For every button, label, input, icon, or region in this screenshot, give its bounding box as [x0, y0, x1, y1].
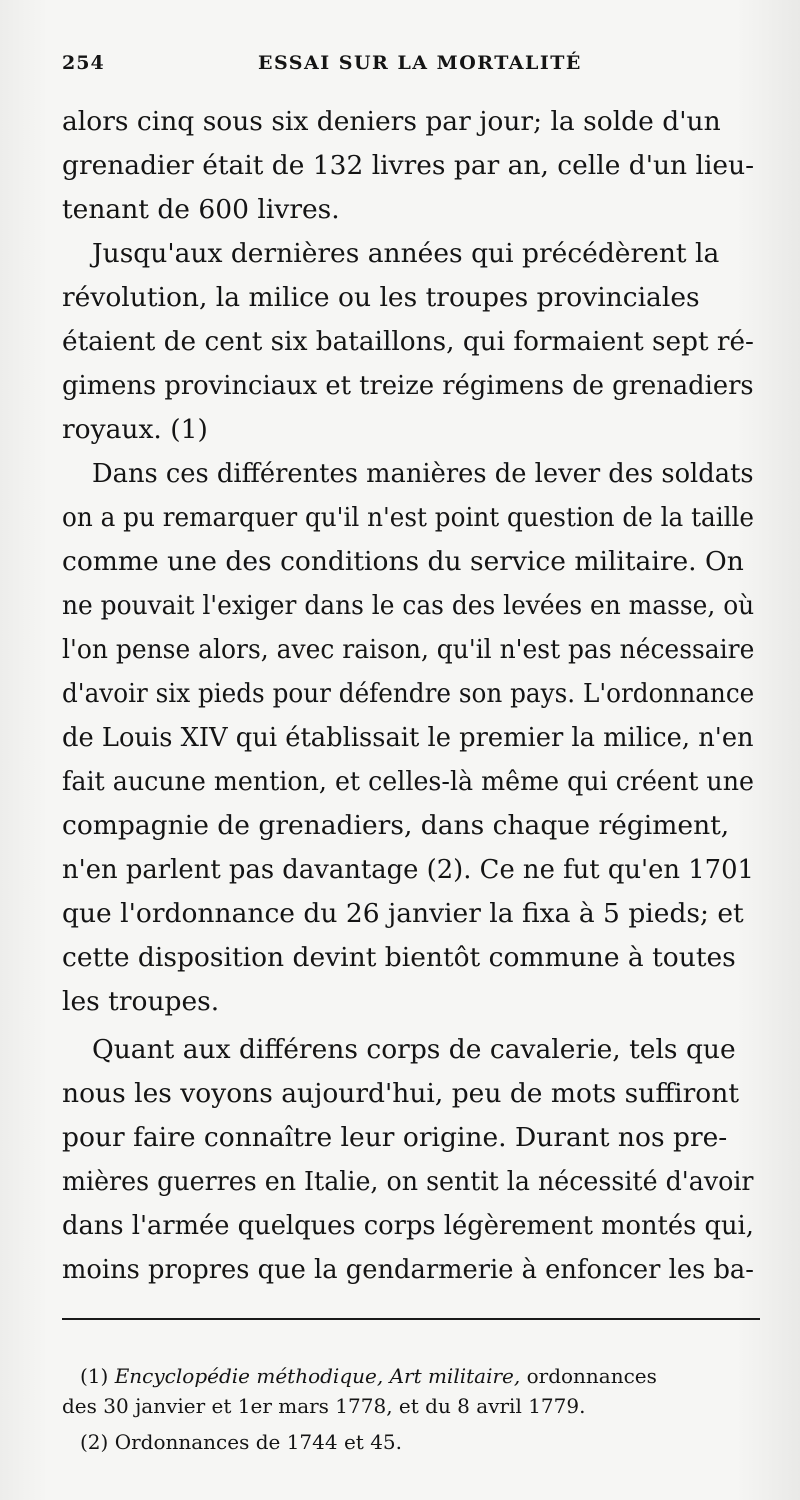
footnote-1-mark: (1)	[80, 1364, 109, 1388]
text-line: n'en parlent pas davantage (2). Ce ne fut qu'en 1701	[62, 854, 754, 885]
running-head: ESSAI SUR LA MORTALITÉ	[258, 52, 582, 74]
text-line: mières guerres en Italie, on sentit la nécessité d'avoir	[62, 1166, 754, 1197]
text-line: Dans ces différentes manières de lever des soldats	[92, 458, 754, 489]
text-line: les troupes.	[62, 986, 220, 1017]
text-line: grenadier était de 132 livres par an, celle d'un lieu-	[62, 150, 755, 181]
text-line: révolution, la milice ou les troupes provinciales	[62, 282, 700, 313]
text-line: fait aucune mention, et celles-là même qui créent une	[62, 766, 754, 797]
footnote-2: (2) Ordonnances de 1744 et 45.	[80, 1430, 403, 1454]
text-line: alors cinq sous six deniers par jour; la solde d'un	[62, 106, 721, 137]
footnote-1-title: Encyclopédie méthodique,	[114, 1364, 384, 1388]
text-line: tenant de 600 livres.	[62, 194, 340, 225]
footnote-rule	[62, 1318, 760, 1320]
text-line: Quant aux différens corps de cavalerie, tels que	[92, 1034, 736, 1065]
page-header	[62, 52, 758, 82]
text-line: d'avoir six pieds pour défendre son pays. L'ordonnance	[62, 678, 755, 709]
text-line: Jusqu'aux dernières années qui précédèrent la	[92, 238, 720, 269]
footnote-1-rest: ordonnances	[526, 1364, 657, 1388]
footnote-1-subtitle: Art militaire,	[389, 1364, 521, 1388]
text-line: ne pouvait l'exiger dans le cas des levées en masse, où	[62, 590, 755, 621]
footnote-1-continued: des 30 janvier et 1er mars 1778, et du 8 avril 1779.	[62, 1394, 586, 1418]
footnote-1	[80, 1360, 762, 1392]
text-line: nous les voyons aujourd'hui, peu de mots suffiront	[62, 1078, 739, 1109]
text-line: de Louis XIV qui établissait le premier la milice, n'en	[62, 722, 754, 753]
text-line: pour faire connaître leur origine. Durant nos pre-	[62, 1122, 728, 1153]
text-line: on a pu remarquer qu'il n'est point question de la taille	[62, 502, 755, 533]
text-line: comme une des conditions du service militaire. On	[62, 546, 744, 577]
text-line: cette disposition devint bientôt commune à toutes	[62, 942, 736, 973]
text-line: que l'ordonnance du 26 janvier la fixa à 5 pieds; et	[62, 898, 744, 929]
text-line: dans l'armée quelques corps légèrement montés qui,	[62, 1210, 754, 1241]
text-line: étaient de cent six bataillons, qui formaient sept ré-	[62, 326, 754, 357]
page-number: 254	[62, 52, 105, 74]
text-line: moins propres que la gendarmerie à enfoncer les ba-	[62, 1254, 754, 1285]
text-line: compagnie de grenadiers, dans chaque régiment,	[62, 810, 730, 841]
text-line: royaux. (1)	[62, 414, 208, 445]
text-line: l'on pense alors, avec raison, qu'il n'est pas nécessaire	[62, 634, 755, 665]
text-line: gimens provinciaux et treize régimens de grenadiers	[62, 370, 754, 401]
